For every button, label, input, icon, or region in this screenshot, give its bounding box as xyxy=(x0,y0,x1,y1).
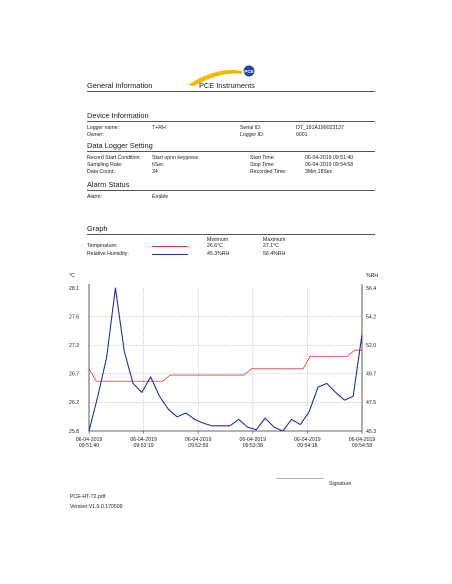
y-left-unit-label: °C xyxy=(69,273,75,279)
stop-time-value: 06-04-2019 09:54:58 xyxy=(305,162,354,168)
x-tick-time-label: 09:52:19 xyxy=(133,443,154,449)
logger-name-value: T+RH xyxy=(152,125,166,131)
y-right-tick-label: 54.2 xyxy=(366,314,377,321)
temperature-legend-label: Temperature: xyxy=(87,243,118,249)
logo-text: PCE xyxy=(244,68,254,74)
y-left-tick-label: 27.6 xyxy=(69,314,80,321)
temperature-legend-line xyxy=(152,246,188,247)
logger-name-label: Logger name: xyxy=(87,125,120,131)
y-left-tick-label: 26.2 xyxy=(69,400,80,407)
y-left-tick-label: 26.7 xyxy=(69,371,80,378)
stop-time-label: Stop Time: xyxy=(250,162,275,168)
start-time-label: Start Time: xyxy=(250,155,276,161)
alarm-value: Enable xyxy=(152,194,169,200)
data-count-label: Data Count: xyxy=(87,169,115,175)
owner-label: Owner: xyxy=(87,132,104,138)
y-left-tick-label: 25.8 xyxy=(69,428,80,435)
serial-id-label: Serial ID: xyxy=(240,125,262,131)
humidity-series-line xyxy=(89,288,362,431)
footer-filename: PCE-HT-72.pdf xyxy=(70,494,106,500)
x-tick-date-label: 06-04-2019 xyxy=(348,437,376,443)
logger-id-label: Logger ID: xyxy=(240,132,265,138)
humidity-legend-line xyxy=(152,254,188,255)
footer-version: Version:V1.0.0.170509 xyxy=(70,504,123,510)
x-tick-date-label: 06-04-2019 xyxy=(294,437,321,443)
alarm-label: Alarm: xyxy=(87,194,102,200)
x-tick-time-label: 09:51:40 xyxy=(78,443,100,449)
x-tick-date-label: 06-04-2019 xyxy=(130,437,157,443)
serial-id-value: DT_191A190023137 xyxy=(296,125,344,131)
y-right-unit-label: %RH xyxy=(366,273,379,279)
y-right-tick-label: 56.4 xyxy=(366,285,377,292)
temperature-min: 26.6°C xyxy=(207,243,223,249)
signature-label: Signature xyxy=(329,481,352,487)
x-tick-time-label: 09:54:58 xyxy=(351,443,373,449)
alarm-divider xyxy=(87,190,375,191)
maximum-header: Maximum xyxy=(263,237,286,243)
sampling-rate-label: Sampling Rate: xyxy=(87,162,123,168)
data-count-value: 34 xyxy=(152,169,158,175)
humidity-min: 45.3%RH xyxy=(207,251,230,257)
y-left-tick-label: 27.2 xyxy=(69,343,80,349)
sampling-rate-value: 6Sec xyxy=(152,162,164,168)
humidity-legend-label: Relative Humidity: xyxy=(87,251,129,257)
start-time-value: 06-04-2019 09:51:40 xyxy=(305,155,354,161)
x-tick-time-label: 09:54:18 xyxy=(297,443,318,449)
recorded-time-label: Recorded Time: xyxy=(250,169,287,175)
x-tick-time-label: 09:52:59 xyxy=(188,443,209,449)
x-tick-date-label: 06-04-2019 xyxy=(239,437,267,443)
y-right-tick-label: 52.0 xyxy=(366,343,377,349)
header-divider xyxy=(87,91,375,92)
logger-id-value: 0001 xyxy=(296,132,308,138)
general-information-title: General Information xyxy=(87,81,153,90)
minimum-header: Minimum xyxy=(207,237,229,243)
start-condition-value: Start upon keypress xyxy=(152,155,199,161)
start-condition-label: Record Start Condition: xyxy=(87,155,141,161)
y-left-tick-label: 28.1 xyxy=(69,285,80,292)
humidity-max: 56.4%RH xyxy=(263,251,286,257)
device-divider xyxy=(87,121,375,122)
y-right-tick-label: 49.7 xyxy=(366,371,377,378)
temperature-humidity-chart xyxy=(0,270,452,460)
temperature-max: 27.1°C xyxy=(263,243,279,249)
company-name: PCE Instruments xyxy=(199,81,255,90)
y-right-tick-label: 45.3 xyxy=(366,428,377,435)
alarm-status-title: Alarm Status xyxy=(87,180,130,189)
x-tick-date-label: 06-04-2019 xyxy=(184,437,212,443)
x-tick-date-label: 06-04-2019 xyxy=(75,437,103,443)
x-tick-time-label: 09:53:38 xyxy=(242,443,263,449)
graph-title: Graph xyxy=(87,224,108,233)
signature-line: ------------------------------------------ xyxy=(276,476,324,482)
device-information-title: Device Information xyxy=(87,111,149,120)
y-right-tick-label: 47.5 xyxy=(366,400,377,407)
recorded-time-value: 3Min,18Sec xyxy=(305,169,333,175)
setting-divider xyxy=(87,151,375,152)
graph-divider xyxy=(87,234,375,235)
data-logger-setting-title: Data Logger Setting xyxy=(87,141,153,150)
temperature-series-line xyxy=(89,350,362,381)
